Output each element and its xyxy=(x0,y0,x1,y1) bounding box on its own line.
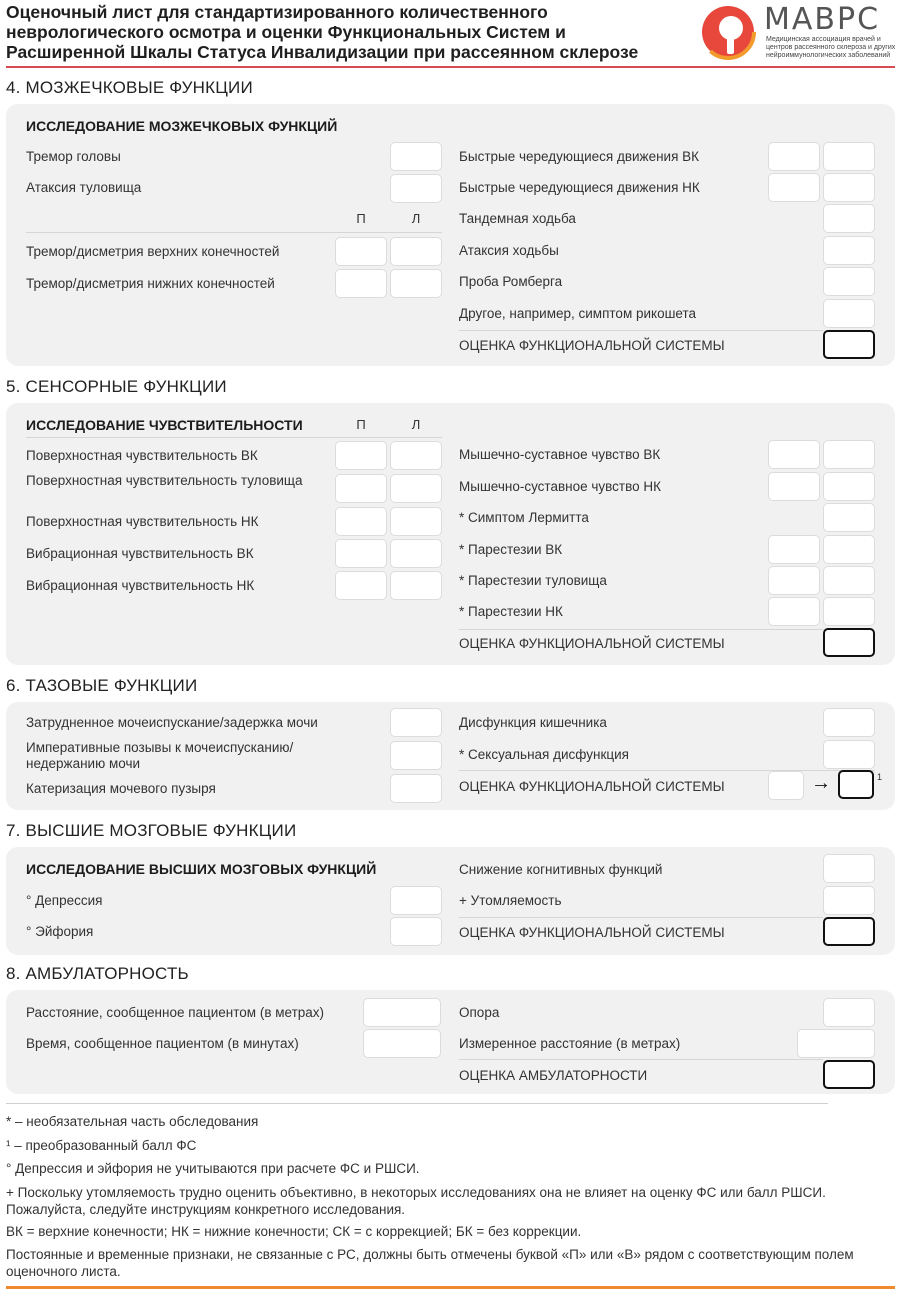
input-proprio-lower-2[interactable] xyxy=(823,472,875,501)
input-lhermitte[interactable] xyxy=(823,503,875,532)
input-rapid-alt-upper-2[interactable] xyxy=(823,142,875,171)
label-lhermitte: * Симптом Лермитта xyxy=(459,510,589,525)
input-superficial-trunk-left[interactable] xyxy=(390,474,442,503)
label-paresthesia-upper: * Парестезии ВК xyxy=(459,542,563,557)
section-6-title: 6. ТАЗОВЫЕ ФУНКЦИИ xyxy=(6,676,198,695)
note-optional: * – необязательная часть обследования xyxy=(6,1114,259,1129)
input-other-rebound[interactable] xyxy=(823,299,875,328)
input-euphoria[interactable] xyxy=(390,917,442,946)
input-ambulation-score[interactable] xyxy=(823,1060,875,1089)
footer-line xyxy=(6,1286,895,1289)
input-sexual-dysfunction[interactable] xyxy=(823,740,875,769)
divider xyxy=(459,629,823,630)
input-paresthesia-upper-1[interactable] xyxy=(768,535,820,564)
input-vibration-lower-left[interactable] xyxy=(390,571,442,600)
input-rapid-alt-lower-2[interactable] xyxy=(823,173,875,202)
input-fs-score-7[interactable] xyxy=(823,917,875,946)
input-vibration-lower-right[interactable] xyxy=(335,571,387,600)
notes-divider xyxy=(6,1103,828,1104)
input-paresthesia-trunk-2[interactable] xyxy=(823,566,875,595)
input-fs-score-6-converted[interactable] xyxy=(838,770,874,799)
label-fs-score-5: ОЦЕНКА ФУНКЦИОНАЛЬНОЙ СИСТЕМЫ xyxy=(459,636,725,651)
label-proprio-upper: Мышечно-суставное чувство ВК xyxy=(459,447,661,462)
label-catheterization: Катеризация мочевого пузыря xyxy=(26,781,216,796)
label-rapid-alt-upper: Быстрые чередующиеся движения ВК xyxy=(459,149,700,164)
input-fs-score-6-raw[interactable] xyxy=(768,771,804,800)
col-header-right: П xyxy=(356,211,366,226)
input-proprio-lower-1[interactable] xyxy=(768,472,820,501)
section-7-subtitle: ИССЛЕДОВАНИЕ ВЫСШИХ МОЗГОВЫХ ФУНКЦИЙ xyxy=(26,861,377,877)
label-measured-distance: Измеренное расстояние (в метрах) xyxy=(459,1036,681,1051)
label-other-rebound: Другое, например, симптом рикошета xyxy=(459,306,697,321)
label-urinary-retention: Затрудненное мочеиспускание/задержка мочи xyxy=(26,715,318,730)
input-fatigue[interactable] xyxy=(823,886,875,915)
label-sexual-dysfunction: * Сексуальная дисфункция xyxy=(459,747,629,762)
label-cognitive-decline: Снижение когнитивных функций xyxy=(459,862,663,877)
divider xyxy=(26,232,442,233)
input-urinary-urgency[interactable] xyxy=(390,741,442,770)
label-upper-tremor: Тремор/дисметрия верхних конечностей xyxy=(26,244,280,259)
footnote-mark: 1 xyxy=(877,772,883,782)
section-4-subtitle: ИССЛЕДОВАНИЕ МОЗЖЕЧКОВЫХ ФУНКЦИЙ xyxy=(26,118,338,134)
label-bowel-dysfunction: Дисфункция кишечника xyxy=(459,715,607,730)
section-5-subtitle: ИССЛЕДОВАНИЕ ЧУВСТВИТЕЛЬНОСТИ xyxy=(26,417,303,433)
label-tandem-gait: Тандемная ходьба xyxy=(459,211,576,226)
input-reported-time[interactable] xyxy=(363,1029,441,1058)
section-4-panel xyxy=(6,104,895,366)
label-vibration-upper: Вибрационная чувствительность ВК xyxy=(26,546,254,561)
logo-name: МАВРС xyxy=(764,2,881,37)
label-urinary-urgency: Императивные позывы к мочеиспусканию/ недержанию мочи xyxy=(26,740,294,771)
label-proprio-lower: Мышечно-суставное чувство НК xyxy=(459,479,661,494)
section-6-panel xyxy=(6,702,895,810)
page-header xyxy=(0,0,899,68)
label-ambulation-score: ОЦЕНКА АМБУЛАТОРНОСТИ xyxy=(459,1068,648,1083)
label-gait-ataxia: Атаксия ходьбы xyxy=(459,243,559,258)
section-8-title: 8. АМБУЛАТОРНОСТЬ xyxy=(6,964,189,983)
input-vibration-upper-left[interactable] xyxy=(390,539,442,568)
section-8-panel xyxy=(6,990,895,1094)
label-fs-score-6: ОЦЕНКА ФУНКЦИОНАЛЬНОЙ СИСТЕМЫ xyxy=(459,779,725,794)
input-cognitive-decline[interactable] xyxy=(823,854,875,883)
input-superficial-lower-right[interactable] xyxy=(335,507,387,536)
section-7-panel xyxy=(6,847,895,955)
section-7-title: 7. ВЫСШИЕ МОЗГОВЫЕ ФУНКЦИИ xyxy=(6,821,297,840)
divider xyxy=(26,437,442,438)
label-superficial-trunk: Поверхностная чувствительность туловища xyxy=(26,473,303,488)
label-fatigue: + Утомляемость xyxy=(459,893,562,908)
label-reported-distance: Расстояние, сообщенное пациентом (в метрах) xyxy=(26,1005,325,1020)
input-proprio-upper-1[interactable] xyxy=(768,440,820,469)
input-vibration-upper-right[interactable] xyxy=(335,539,387,568)
label-fs-score-7: ОЦЕНКА ФУНКЦИОНАЛЬНОЙ СИСТЕМЫ xyxy=(459,925,725,940)
divider xyxy=(459,330,823,331)
input-paresthesia-lower-2[interactable] xyxy=(823,597,875,626)
label-vibration-lower: Вибрационная чувствительность НК xyxy=(26,578,255,593)
input-paresthesia-lower-1[interactable] xyxy=(768,597,820,626)
label-lower-tremor: Тремор/дисметрия нижних конечностей xyxy=(26,276,275,291)
arrow-right-icon: → xyxy=(811,772,831,794)
label-head-tremor: Тремор головы xyxy=(26,149,121,164)
input-upper-tremor-left[interactable] xyxy=(390,237,442,266)
input-romberg[interactable] xyxy=(823,267,875,296)
input-tandem-gait[interactable] xyxy=(823,204,875,233)
divider xyxy=(459,1059,823,1060)
input-paresthesia-trunk-1[interactable] xyxy=(768,566,820,595)
input-urinary-retention[interactable] xyxy=(390,708,442,737)
input-lower-tremor-left[interactable] xyxy=(390,269,442,298)
header-divider xyxy=(6,66,895,68)
input-superficial-upper-right[interactable] xyxy=(335,441,387,470)
input-superficial-trunk-right[interactable] xyxy=(335,474,387,503)
input-rapid-alt-upper-1[interactable] xyxy=(768,142,820,171)
label-superficial-upper: Поверхностная чувствительность ВК xyxy=(26,448,258,463)
label-fs-score-4: ОЦЕНКА ФУНКЦИОНАЛЬНОЙ СИСТЕМЫ xyxy=(459,338,725,353)
input-superficial-lower-left[interactable] xyxy=(390,507,442,536)
input-lower-tremor-right[interactable] xyxy=(335,269,387,298)
section-4-title: 4. МОЗЖЕЧКОВЫЕ ФУНКЦИИ xyxy=(6,78,253,97)
input-paresthesia-upper-2[interactable] xyxy=(823,535,875,564)
note-converted-score: ¹ – преобразованный балл ФС xyxy=(6,1138,197,1153)
label-reported-time: Время, сообщенное пациентом (в минутах) xyxy=(26,1036,299,1051)
input-upper-tremor-right[interactable] xyxy=(335,237,387,266)
label-superficial-lower: Поверхностная чувствительность НК xyxy=(26,514,259,529)
label-trunk-ataxia: Атаксия туловища xyxy=(26,180,142,195)
input-bowel-dysfunction[interactable] xyxy=(823,708,875,737)
input-assistance[interactable] xyxy=(823,998,875,1027)
label-euphoria: ° Эйфория xyxy=(26,924,94,939)
input-depression[interactable] xyxy=(390,886,442,915)
section-5-title: 5. СЕНСОРНЫЕ ФУНКЦИИ xyxy=(6,377,227,396)
input-catheterization[interactable] xyxy=(390,774,442,803)
input-head-tremor[interactable] xyxy=(390,142,442,171)
label-depression: ° Депрессия xyxy=(26,893,103,908)
note-non-ms-signs: Постоянные и временные признаки, не связанные с РС, должны быть отмечены буквой «П» или «В» рядом с соответствующим полем оценочного листа. xyxy=(6,1247,854,1279)
note-fatigue: + Поскольку утомляемость трудно оценить объективно, в некоторых исследованиях она не влияет на оценку ФС или балл РШСИ. Пожалуйста, следуйте инструкциям конкретного исследования. xyxy=(6,1185,826,1217)
label-rapid-alt-lower: Быстрые чередующиеся движения НК xyxy=(459,180,700,195)
document-title: Оценочный лист для стандартизированного количественного неврологического осмотра и оценки Функциональных Систем и Расширенной Шкалы Статуса Инвалидизации при рассеянном склерозе xyxy=(6,2,639,62)
col-header-left: Л xyxy=(411,211,421,226)
note-depression-euphoria: ° Депрессия и эйфория не учитываются при расчете ФС и РШСИ. xyxy=(6,1161,420,1176)
label-paresthesia-trunk: * Парестезии туловища xyxy=(459,573,607,588)
section-5-panel xyxy=(6,403,895,665)
input-superficial-upper-left[interactable] xyxy=(390,441,442,470)
input-trunk-ataxia[interactable] xyxy=(390,174,442,203)
input-proprio-upper-2[interactable] xyxy=(823,440,875,469)
input-measured-distance[interactable] xyxy=(797,1029,875,1058)
input-gait-ataxia[interactable] xyxy=(823,236,875,265)
mavrs-logo-icon xyxy=(700,4,756,60)
divider xyxy=(459,770,875,771)
note-abbreviations: ВК = верхние конечности; НК = нижние конечности; СК = с коррекцией; БК = без коррекции. xyxy=(6,1224,582,1239)
divider xyxy=(459,917,823,918)
input-reported-distance[interactable] xyxy=(363,998,441,1027)
label-romberg: Проба Ромберга xyxy=(459,274,563,289)
input-fs-score-5[interactable] xyxy=(823,628,875,657)
logo-tagline: Медицинская ассоциация врачей и центров рассеянного склероза и других нейроиммунологических заболеваний xyxy=(766,36,896,59)
col-header-left: Л xyxy=(411,417,421,432)
input-fs-score-4[interactable] xyxy=(823,330,875,359)
col-header-right: П xyxy=(356,417,366,432)
input-rapid-alt-lower-1[interactable] xyxy=(768,173,820,202)
label-assistance: Опора xyxy=(459,1005,500,1020)
label-paresthesia-lower: * Парестезии НК xyxy=(459,604,563,619)
